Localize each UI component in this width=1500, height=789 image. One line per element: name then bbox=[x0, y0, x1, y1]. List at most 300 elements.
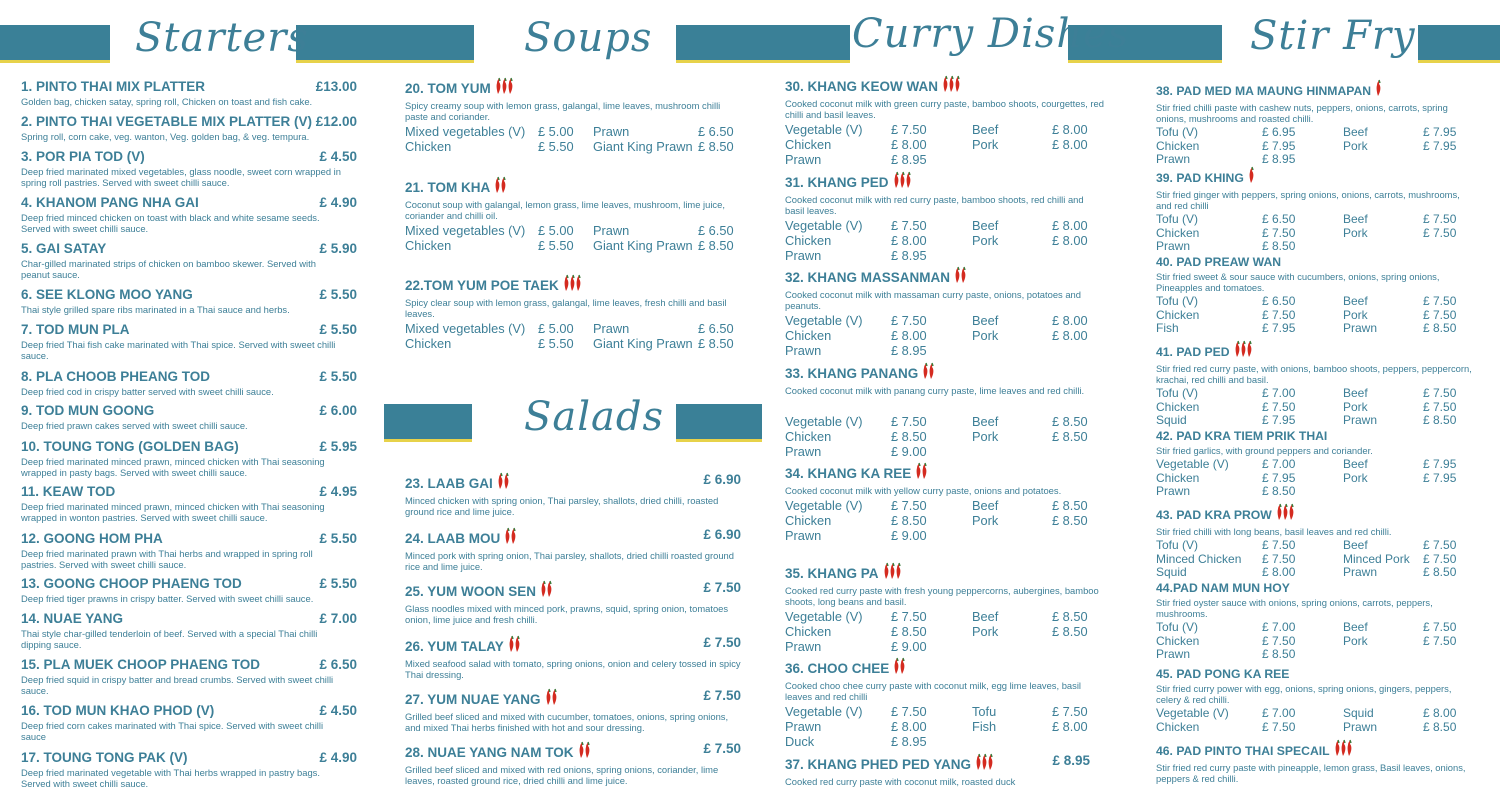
option-price: £ 8.50 bbox=[1052, 429, 1088, 445]
menu-item-title: 1. PINTO THAI MIX PLATTER bbox=[21, 79, 206, 94]
menu-item-title-row bbox=[1156, 666, 1476, 682]
option-price: £ 7.50 bbox=[1423, 620, 1457, 634]
menu-item-price: £ 6.90 bbox=[703, 472, 741, 487]
menu-item-title: 41. PAD PED bbox=[1156, 345, 1230, 359]
option-label bbox=[972, 444, 1052, 459]
option-price: £ 7.95 bbox=[1262, 138, 1296, 153]
menu-item-title-row bbox=[785, 562, 1090, 584]
option-price: £ 7.50 bbox=[891, 498, 927, 513]
option-price: £ 7.50 bbox=[1423, 225, 1457, 240]
option-price: £ 7.50 bbox=[1052, 704, 1088, 719]
menu-item-title-row bbox=[1156, 254, 1476, 270]
option-label bbox=[972, 248, 1052, 263]
option-label: Chicken bbox=[1156, 307, 1200, 322]
menu-item-price: £ 5.50 bbox=[319, 369, 357, 384]
option-grid bbox=[785, 498, 1090, 544]
option-price: £ 5.50 bbox=[538, 336, 574, 352]
menu-item bbox=[21, 149, 357, 188]
menu-item-title-row bbox=[1156, 166, 1476, 188]
option-price: £ 7.50 bbox=[1423, 538, 1457, 552]
salads-column bbox=[405, 0, 741, 785]
menu-item-price: £ 6.50 bbox=[319, 657, 357, 672]
menu-item-description: Stir fried red curry paste, with onions, bamboo shoots, peppers, peppercorn, krachai, red chilli and basil. bbox=[1156, 363, 1472, 385]
option-label bbox=[972, 734, 1052, 749]
menu-item-title-row bbox=[21, 79, 357, 95]
menu-item-price: £ 7.50 bbox=[703, 580, 741, 595]
chili-icon bbox=[882, 562, 900, 584]
option-label bbox=[972, 639, 1052, 654]
option-label bbox=[1343, 153, 1423, 167]
option-label: Beef bbox=[972, 609, 999, 624]
menu-item-title-row bbox=[21, 439, 357, 455]
menu-item-title-row bbox=[1156, 428, 1476, 444]
menu-item-price: £ 6.90 bbox=[703, 527, 741, 542]
menu-item bbox=[21, 79, 357, 107]
option-label: Beef bbox=[972, 313, 999, 328]
menu-item-title: 3. POR PIA TOD (V) bbox=[21, 149, 145, 164]
menu-item-title-row bbox=[21, 703, 357, 719]
option-price: £ 8.00 bbox=[1423, 706, 1457, 720]
option-label bbox=[972, 343, 1052, 358]
option-label: Beef bbox=[1343, 212, 1368, 226]
menu-item bbox=[21, 531, 357, 570]
section-heading-stirfry: Stir Fry bbox=[1250, 13, 1416, 59]
menu-item bbox=[785, 657, 1090, 750]
option-label: Chicken bbox=[1156, 138, 1200, 153]
option-label bbox=[1343, 485, 1423, 499]
menu-item-price: £ 4.90 bbox=[319, 195, 357, 210]
menu-item bbox=[1156, 340, 1476, 428]
option-label: Prawn bbox=[785, 719, 822, 735]
option-price: £ 8.95 bbox=[891, 734, 927, 750]
option-price: £ 7.50 bbox=[891, 122, 927, 137]
option-price bbox=[1423, 648, 1461, 662]
option-label: Minced Chicken bbox=[1156, 551, 1242, 566]
option-grid bbox=[785, 218, 1090, 264]
curry-column bbox=[785, 0, 1104, 787]
menu-item-title: 12. GOONG HOM PHA bbox=[21, 531, 163, 546]
option-label: Chicken bbox=[405, 238, 452, 254]
option-label: Tofu (V) bbox=[1156, 620, 1199, 634]
chili-icon bbox=[1374, 79, 1380, 101]
option-price bbox=[1423, 153, 1461, 167]
menu-item-description: Minced pork with spring onion, Thai parsley, shallots, dried chilli roasted ground rice and lime juice. bbox=[405, 550, 734, 572]
chili-icon bbox=[496, 472, 508, 494]
option-label: Prawn bbox=[1156, 152, 1191, 166]
menu-item bbox=[405, 741, 741, 786]
menu-item-price: £ 5.50 bbox=[319, 287, 357, 302]
chili-icon bbox=[503, 527, 515, 549]
option-label: Prawn bbox=[1156, 239, 1191, 253]
option-price: £ 8.50 bbox=[1423, 719, 1457, 734]
option-label: Chicken bbox=[785, 233, 832, 249]
menu-item bbox=[21, 576, 357, 604]
option-grid bbox=[785, 122, 1090, 168]
option-grid bbox=[1156, 387, 1476, 428]
menu-item bbox=[785, 171, 1090, 264]
menu-item-description: Deep fried marinated minced prawn, minced chicken with Thai seasoning wrapped in pasty bags. Served with sweet chilli sauce. bbox=[21, 456, 325, 478]
menu-item-title-row bbox=[21, 750, 357, 766]
option-grid bbox=[1156, 539, 1476, 580]
option-label: Chicken bbox=[1156, 225, 1200, 240]
option-label: Prawn bbox=[593, 321, 630, 336]
option-label: Pork bbox=[972, 233, 999, 249]
option-grid bbox=[785, 609, 1090, 655]
option-grid bbox=[1156, 126, 1476, 167]
option-label: Mixed vegetables (V) bbox=[405, 321, 526, 336]
option-price bbox=[1052, 528, 1090, 543]
menu-item-title-row bbox=[1156, 79, 1476, 101]
menu-item-description: Stir fried red curry paste with pineapple, lemon grass, Basil leaves, onions, peppers & red chilli. bbox=[1156, 762, 1466, 784]
menu-item-description: Cooked coconut milk with yellow curry paste, onions and potatoes. bbox=[785, 485, 1062, 496]
option-label: Pork bbox=[972, 513, 999, 529]
option-label: Chicken bbox=[785, 624, 832, 640]
menu-item-title-row bbox=[785, 75, 1090, 97]
option-price: £ 6.50 bbox=[1262, 212, 1296, 226]
chili-icon bbox=[539, 580, 551, 602]
menu-item-description: Spring roll, corn cake, veg. wanton, Veg. golden bag, & veg. tempura. bbox=[21, 131, 310, 142]
menu-item-title: 4. KHANOM PANG NHA GAI bbox=[21, 195, 199, 210]
menu-item-title: 32. KHANG MASSANMAN bbox=[785, 270, 951, 285]
option-label: Prawn bbox=[1343, 565, 1378, 579]
menu-item bbox=[785, 266, 1090, 359]
option-price bbox=[1423, 240, 1461, 254]
option-price: £ 7.00 bbox=[1262, 706, 1296, 720]
menu-item bbox=[1156, 428, 1476, 499]
option-label: Chicken bbox=[785, 513, 832, 529]
option-price: £ 7.50 bbox=[1262, 225, 1296, 240]
menu-item-description: Spicy creamy soup with lemon grass, galangal, lime leaves, mushroom chilli paste and coriander. bbox=[405, 100, 721, 122]
menu-item-title: 15. PLA MUEK CHOOP PHAENG TOD bbox=[21, 657, 261, 672]
option-label: Chicken bbox=[405, 139, 452, 155]
menu-item bbox=[1156, 503, 1476, 580]
option-price: £ 8.50 bbox=[1052, 414, 1088, 429]
option-label: Chicken bbox=[1156, 633, 1200, 648]
starters-column bbox=[21, 0, 357, 789]
section-heading-curry: Curry Dishes bbox=[852, 11, 1130, 57]
option-label: Vegetable (V) bbox=[785, 704, 863, 719]
menu-item-price: £ 4.90 bbox=[319, 750, 357, 765]
menu-item-title-row bbox=[21, 322, 357, 338]
menu-item-title: 31. KHANG PED bbox=[785, 175, 889, 190]
option-price bbox=[1052, 639, 1090, 654]
menu-item bbox=[21, 241, 357, 280]
option-label: Mixed vegetables (V) bbox=[405, 223, 526, 238]
option-label: Pork bbox=[972, 137, 999, 153]
menu-item-title: 6. SEE KLONG MOO YANG bbox=[21, 287, 193, 302]
option-price bbox=[1052, 248, 1090, 263]
menu-item-price: £ 5.50 bbox=[319, 322, 357, 337]
option-label: Beef bbox=[1343, 125, 1368, 139]
option-grid bbox=[785, 313, 1090, 359]
option-label: Minced Pork bbox=[1343, 551, 1410, 566]
menu-item-description: Deep fried corn cakes marinated with Thai spice. Served with sweet chilli sauce bbox=[21, 720, 324, 742]
option-price bbox=[1052, 734, 1090, 749]
option-label: Prawn bbox=[1343, 719, 1378, 734]
menu-item-description: Deep fried marinated minced prawn, minced chicken with Thai seasoning wrapped in wonton pastries. Served with sweet chilli sauce. bbox=[21, 501, 325, 523]
menu-item-description: Golden bag, chicken satay, spring roll, Chicken on toast and fish cake. bbox=[21, 96, 313, 107]
option-label: Tofu (V) bbox=[1156, 294, 1199, 308]
chili-icon bbox=[941, 75, 959, 97]
menu-item-description: Glass noodles mixed with minced pork, prawns, squid, spring onion, tomatoes onion, lime juice and fresh chilli. bbox=[405, 603, 729, 625]
option-label: Chicken bbox=[1156, 399, 1200, 414]
chili-icon bbox=[974, 753, 992, 775]
option-label: Beef bbox=[972, 498, 999, 513]
option-price: £ 7.95 bbox=[1423, 457, 1457, 471]
option-label: Prawn bbox=[785, 639, 822, 655]
menu-item-description: Stir fried chilli paste with cashew nuts, peppers, onions, carrots, spring onions, mushrooms and roasted chilli. bbox=[1156, 102, 1448, 124]
option-grid bbox=[1156, 295, 1476, 336]
menu-item-title: 8. PLA CHOOB PHEANG TOD bbox=[21, 369, 211, 384]
chili-icon bbox=[892, 657, 904, 679]
menu-item-title: 46. PAD PINTO THAI SPECAIL bbox=[1156, 744, 1330, 758]
option-price: £ 8.00 bbox=[1052, 328, 1088, 344]
option-price: £ 7.50 bbox=[1262, 719, 1296, 734]
menu-item-price: £ 7.50 bbox=[703, 635, 741, 650]
option-price: £ 9.00 bbox=[891, 444, 927, 460]
option-price: £ 6.50 bbox=[698, 124, 734, 139]
option-label: Vegetable (V) bbox=[785, 414, 863, 429]
chili-icon bbox=[1247, 166, 1253, 188]
menu-item-title-row bbox=[405, 580, 741, 602]
menu-item-description: Stir fried oyster sauce with onions, spring onions, carrots, peppers, mushrooms. bbox=[1156, 597, 1433, 619]
option-price: £ 8.50 bbox=[1052, 498, 1088, 513]
menu-item-title-row bbox=[785, 362, 1090, 384]
menu-item bbox=[785, 562, 1099, 655]
menu-item-title-row bbox=[785, 753, 1090, 775]
option-label: Chicken bbox=[1156, 470, 1200, 485]
option-price: £ 8.95 bbox=[891, 343, 927, 359]
option-label: Tofu (V) bbox=[1156, 212, 1199, 226]
chili-icon bbox=[892, 171, 910, 193]
menu-item-title: 28. NUAE YANG NAM TOK bbox=[405, 745, 574, 760]
option-price: £ 7.50 bbox=[1423, 212, 1457, 226]
option-label: Chicken bbox=[785, 429, 832, 445]
option-price: £ 6.50 bbox=[1262, 294, 1296, 308]
menu-item-title-row bbox=[21, 576, 357, 592]
menu-item bbox=[785, 362, 1090, 460]
menu-item-title-row bbox=[785, 266, 1090, 288]
option-label: Prawn bbox=[1156, 647, 1191, 661]
option-price: £ 7.95 bbox=[1423, 125, 1457, 139]
option-price: £ 8.50 bbox=[891, 624, 927, 640]
option-price: £ 7.95 bbox=[1262, 413, 1296, 427]
menu-item-description: Stir fried garlics, with ground peppers and coriander. bbox=[1156, 445, 1373, 456]
menu-item-description: Thai style grilled spare ribs marinated in a Thai sauce and herbs. bbox=[21, 304, 290, 315]
menu-item-description: Deep fried Thai fish cake marinated with Thai spice. Served with sweet chilli sauce. bbox=[21, 339, 336, 361]
option-price: £ 7.50 bbox=[1262, 399, 1296, 414]
menu-item bbox=[21, 484, 357, 523]
option-price: £ 8.50 bbox=[698, 139, 734, 155]
option-label: Giant King Prawn bbox=[593, 336, 693, 352]
menu-item-description: Deep fried cod in crispy batter served with sweet chilli sauce. bbox=[21, 386, 274, 397]
menu-item-title-row bbox=[1156, 739, 1476, 761]
option-grid bbox=[1156, 621, 1476, 662]
option-price: £ 7.50 bbox=[1423, 551, 1457, 566]
option-price: £ 7.50 bbox=[1423, 294, 1457, 308]
option-price: £ 5.00 bbox=[538, 321, 574, 336]
option-price: £ 7.00 bbox=[1262, 386, 1296, 400]
menu-item-title: 43. PAD KRA PROW bbox=[1156, 508, 1272, 522]
option-price: £ 8.50 bbox=[891, 513, 927, 529]
menu-item-title: 35. KHANG PA bbox=[785, 566, 879, 581]
menu-item bbox=[21, 611, 357, 650]
menu-item-title: 14. NUAE YANG bbox=[21, 611, 124, 626]
menu-item bbox=[1156, 580, 1476, 662]
menu-item-description: Cooked choo chee curry paste with coconut milk, egg lime leaves, basil leaves and red chilli bbox=[785, 680, 1081, 702]
option-label: Prawn bbox=[785, 343, 822, 359]
menu-item-title-row bbox=[21, 531, 357, 547]
option-label: Beef bbox=[1343, 386, 1368, 400]
option-price: £ 8.50 bbox=[1052, 624, 1088, 640]
section-heading-starters: Starters bbox=[135, 15, 309, 61]
option-label: Pork bbox=[1343, 470, 1368, 485]
menu-item-description: Cooked red curry paste with fresh young peppercorns, aubergines, bamboo shoots, long beans and basil. bbox=[785, 585, 1099, 607]
option-grid bbox=[1156, 707, 1476, 734]
menu-item-title-row bbox=[21, 484, 357, 500]
menu-item bbox=[405, 688, 741, 733]
option-label bbox=[1343, 240, 1423, 254]
option-label: Chicken bbox=[1156, 719, 1200, 734]
menu-item-title-row bbox=[21, 657, 357, 673]
option-price: £ 8.00 bbox=[1052, 719, 1088, 735]
option-label: Prawn bbox=[785, 528, 822, 544]
menu-item-title-row bbox=[405, 688, 741, 710]
menu-item-title-row bbox=[21, 287, 357, 303]
chili-icon bbox=[1333, 739, 1351, 761]
option-price bbox=[1052, 343, 1090, 358]
option-price: £ 7.00 bbox=[1262, 457, 1296, 471]
menu-item-description: Deep fried marinated prawn with Thai herbs and wrapped in spring roll pastries. Served with sweet chilli sauce. bbox=[21, 548, 313, 570]
menu-item bbox=[21, 750, 357, 789]
menu-item-description: Grilled beef sliced and mixed with red onions, spring onions, coriander, lime leaves, roasted ground rice, dried chilli and lime juice. bbox=[405, 764, 719, 786]
option-label: Beef bbox=[1343, 620, 1368, 634]
menu-item bbox=[21, 703, 357, 742]
menu-item-title: 27. YUM NUAE YANG bbox=[405, 692, 541, 707]
option-price: £ 8.95 bbox=[1262, 152, 1296, 166]
menu-item-description: Cooked red curry paste with coconut milk, roasted duck bbox=[785, 776, 1016, 787]
option-price: £ 7.50 bbox=[891, 704, 927, 719]
menu-item bbox=[1156, 739, 1476, 784]
option-price: £ 7.50 bbox=[1262, 633, 1296, 648]
option-label: Prawn bbox=[593, 124, 630, 139]
option-price: £ 6.50 bbox=[698, 321, 734, 336]
menu-item-title: 16. TOD MUN KHAO PHOD (V) bbox=[21, 703, 215, 718]
option-label: Chicken bbox=[785, 137, 832, 153]
option-label: Beef bbox=[1343, 457, 1368, 471]
option-price: £ 8.50 bbox=[1262, 484, 1296, 498]
menu-item-price: £ 7.50 bbox=[703, 688, 741, 703]
option-label: Vegetable (V) bbox=[785, 218, 863, 233]
menu-item-price: £ 5.50 bbox=[319, 576, 357, 591]
menu-item-price: £ 5.95 bbox=[319, 439, 357, 454]
chili-icon bbox=[921, 362, 933, 384]
chili-icon bbox=[914, 462, 926, 484]
menu-item-title: 24. LAAB MOU bbox=[405, 531, 501, 546]
menu-item-title: 25. YUM WOON SEN bbox=[405, 584, 537, 599]
option-price: £ 8.50 bbox=[698, 238, 734, 254]
menu-item-title: 13. GOONG CHOOP PHAENG TOD bbox=[21, 576, 242, 591]
option-price bbox=[1423, 485, 1461, 499]
option-price: £ 7.50 bbox=[1423, 633, 1457, 648]
option-label bbox=[972, 528, 1052, 543]
option-label: Pork bbox=[1343, 633, 1368, 648]
menu-item bbox=[21, 195, 357, 234]
option-price: £ 8.50 bbox=[1423, 321, 1457, 335]
option-label: Vegetable (V) bbox=[785, 498, 863, 513]
menu-item-title: 20. TOM YUM bbox=[405, 81, 491, 96]
menu-item-title-row bbox=[21, 241, 357, 257]
menu-item bbox=[785, 75, 1104, 168]
menu-item-price: £ 8.95 bbox=[1052, 753, 1090, 768]
menu-item-title: 11. KEAW TOD bbox=[21, 484, 116, 499]
option-label: Vegetable (V) bbox=[1156, 457, 1229, 471]
chili-icon bbox=[577, 741, 589, 763]
option-label: Beef bbox=[1343, 294, 1368, 308]
option-label: Vegetable (V) bbox=[785, 609, 863, 624]
option-label: Prawn bbox=[785, 152, 822, 168]
option-label: Pork bbox=[1343, 225, 1368, 240]
menu-item bbox=[1156, 79, 1476, 167]
menu-item-price: £12.00 bbox=[315, 114, 357, 129]
option-label: Beef bbox=[972, 414, 999, 429]
menu-item-title-row bbox=[405, 635, 741, 657]
option-label: Vegetable (V) bbox=[785, 313, 863, 328]
menu-item-title-row bbox=[785, 171, 1090, 193]
menu-item-title: 10. TOUNG TONG (GOLDEN BAG) bbox=[21, 439, 239, 454]
option-price: £ 7.50 bbox=[1262, 551, 1296, 566]
menu-item-title: 17. TOUNG TONG PAK (V) bbox=[21, 750, 188, 765]
section-heading-salads: Salads bbox=[524, 394, 665, 440]
menu-item bbox=[405, 472, 741, 517]
option-label: Chicken bbox=[785, 328, 832, 344]
menu-item-description: Thai style char-gilled tenderloin of beef. Served with a special Thai chilli dipping sauce. bbox=[21, 628, 318, 650]
menu-item-price: £ 5.50 bbox=[319, 531, 357, 546]
menu-item-description: Stir fried curry power with egg, onions, spring onions, gingers, peppers, celery & red chilli. bbox=[1156, 683, 1452, 705]
option-price: £ 8.50 bbox=[1262, 647, 1296, 661]
menu-item-title: 36. CHOO CHEE bbox=[785, 661, 890, 676]
option-price: £ 7.95 bbox=[1262, 321, 1296, 335]
option-label: Chicken bbox=[405, 336, 452, 352]
option-label: Vegetable (V) bbox=[785, 122, 863, 137]
option-label: Fish bbox=[1156, 321, 1179, 335]
menu-item-title: 45. PAD PONG KA REE bbox=[1156, 667, 1290, 681]
option-price: £ 7.95 bbox=[1423, 470, 1457, 485]
option-grid bbox=[785, 414, 1090, 460]
option-price: £ 7.95 bbox=[1423, 138, 1457, 153]
menu-item-title-row bbox=[21, 611, 357, 627]
menu-item bbox=[21, 287, 357, 315]
menu-item-title-row bbox=[21, 149, 357, 165]
menu-item-price: £ 5.90 bbox=[319, 241, 357, 256]
menu-item-description: Cooked coconut milk with massaman curry paste, onions, potatoes and peanuts. bbox=[785, 289, 1081, 311]
option-price: £ 5.50 bbox=[538, 238, 574, 254]
option-label: Squid bbox=[1156, 413, 1187, 427]
option-price: £ 8.00 bbox=[1052, 218, 1088, 233]
menu-item bbox=[21, 439, 357, 478]
chili-icon bbox=[953, 266, 965, 288]
menu-item-title: 44.PAD NAM MUN HOY bbox=[1156, 581, 1290, 595]
option-label: Prawn bbox=[785, 248, 822, 264]
option-label: Giant King Prawn bbox=[593, 139, 693, 155]
option-label: Prawn bbox=[593, 223, 630, 238]
menu-item-title-row bbox=[1156, 580, 1476, 596]
option-label: Fish bbox=[972, 719, 997, 735]
menu-item-description: Stir fried sweet & sour sauce with cucumbers, onions, spring onions, Pineapples and tomatoes. bbox=[1156, 271, 1440, 293]
option-price: £ 7.50 bbox=[891, 609, 927, 624]
menu-item bbox=[405, 580, 741, 625]
option-label: Giant King Prawn bbox=[593, 238, 693, 254]
